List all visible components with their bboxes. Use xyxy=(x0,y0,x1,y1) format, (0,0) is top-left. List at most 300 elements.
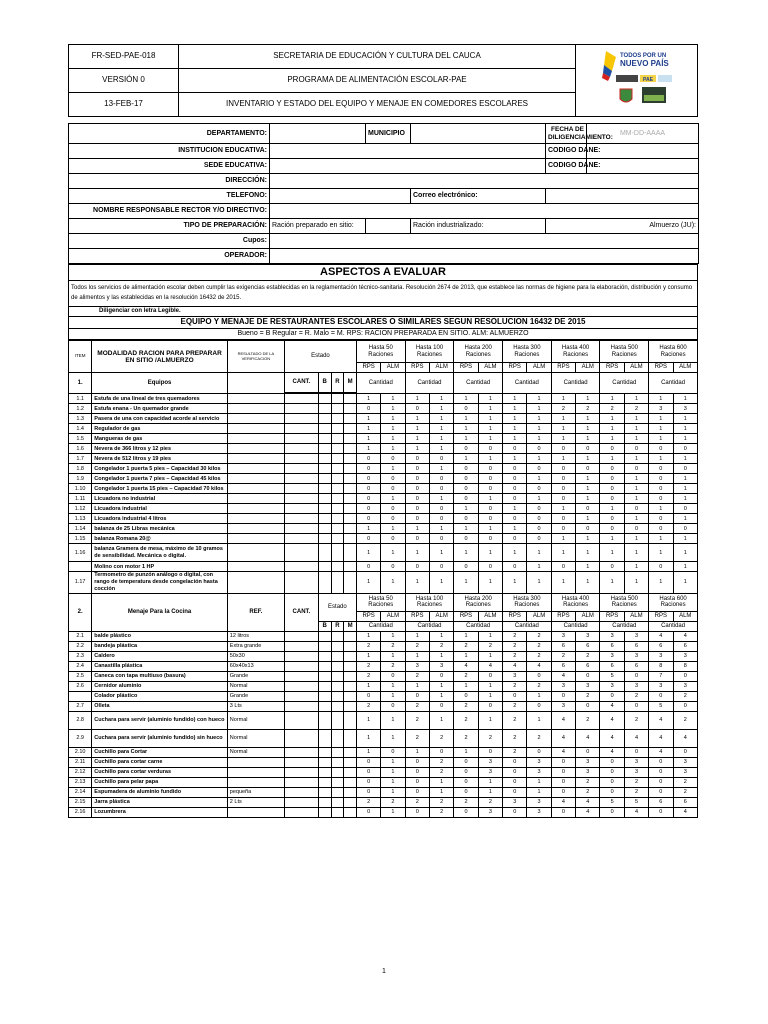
sede-field[interactable] xyxy=(270,159,546,174)
codigo-dane-field-2[interactable] xyxy=(587,159,699,174)
estado-m-field[interactable] xyxy=(344,729,357,747)
quantity-cell: 2 xyxy=(503,651,527,661)
cant-field[interactable] xyxy=(284,747,318,757)
quantity-cell: 1 xyxy=(673,534,698,544)
cant-field[interactable] xyxy=(284,711,318,729)
item-number: 2.7 xyxy=(69,701,92,711)
item-description: Molino con motor 1 HP xyxy=(92,562,228,572)
cant-field[interactable] xyxy=(284,681,318,691)
estado-m-field[interactable] xyxy=(344,631,357,641)
estado-m-field[interactable] xyxy=(344,651,357,661)
quantity-cell: 3 xyxy=(673,651,698,661)
item-description: Cuchara para servir (aluminio fundido) sin hueco xyxy=(92,729,228,747)
estado-r-field[interactable] xyxy=(331,787,344,797)
quantity-cell: 0 xyxy=(649,464,673,474)
quantity-cell: 0 xyxy=(356,514,380,524)
estado-r-field[interactable] xyxy=(331,651,344,661)
quantity-cell: 2 xyxy=(527,641,551,651)
quantity-cell: 0 xyxy=(478,671,502,681)
quantity-cell: 2 xyxy=(624,691,648,701)
quantity-cell: 0 xyxy=(551,524,575,534)
item-ref xyxy=(227,777,284,787)
quantity-cell: 0 xyxy=(381,484,405,494)
fecha-field[interactable]: MM-DD-AAAA xyxy=(587,124,699,144)
cant-field[interactable] xyxy=(284,404,318,414)
table-row xyxy=(69,681,698,691)
item-ref xyxy=(227,404,284,414)
estado-m-field[interactable] xyxy=(344,701,357,711)
estado-m-field[interactable] xyxy=(344,494,357,504)
quantity-cell: 1 xyxy=(649,394,673,404)
estado-m-field[interactable] xyxy=(344,454,357,464)
racion-sitio-label: Ración preparado en sitio: xyxy=(270,219,366,234)
item-description: Estufa de una lineal de tres quemadores xyxy=(92,394,228,404)
quantity-cell: 1 xyxy=(356,444,380,454)
quantity-cell: 0 xyxy=(576,747,600,757)
estado-b-field[interactable] xyxy=(318,757,331,767)
estado-r-field[interactable] xyxy=(331,514,344,524)
item-number: 1.11 xyxy=(69,494,92,504)
estado-m-field[interactable] xyxy=(344,524,357,534)
estado-m-field[interactable] xyxy=(344,797,357,807)
quantity-cell: 1 xyxy=(429,424,453,434)
quantity-cell: 3 xyxy=(600,651,624,661)
municipio-field[interactable] xyxy=(411,124,546,144)
cantidad-header: Cantidad xyxy=(454,373,503,394)
quantity-cell: 0 xyxy=(649,807,673,817)
quantity-cell: 2 xyxy=(356,661,380,671)
cant-field[interactable] xyxy=(284,631,318,641)
direccion-field[interactable] xyxy=(270,174,699,189)
item-ref xyxy=(227,414,284,424)
cant-field[interactable] xyxy=(284,562,318,572)
rps-header: RPS xyxy=(503,363,527,373)
quantity-cell: 1 xyxy=(381,424,405,434)
estado-m-field[interactable] xyxy=(344,661,357,671)
estado-r-field[interactable] xyxy=(331,524,344,534)
estado-m-field[interactable] xyxy=(344,404,357,414)
quantity-cell: 1 xyxy=(405,651,429,661)
estado-r-field[interactable] xyxy=(331,474,344,484)
estado-r-field[interactable] xyxy=(331,562,344,572)
estado-r-field[interactable] xyxy=(331,484,344,494)
quantity-cell: 1 xyxy=(454,572,478,594)
estado-r-field[interactable] xyxy=(331,434,344,444)
quantity-cell: 0 xyxy=(429,562,453,572)
quantity-cell: 0 xyxy=(503,807,527,817)
estado-m-field[interactable] xyxy=(344,424,357,434)
estado-m-field[interactable] xyxy=(344,711,357,729)
item-ref xyxy=(227,484,284,494)
estado-b-field[interactable] xyxy=(318,434,331,444)
quantity-cell: 7 xyxy=(649,671,673,681)
quantity-cell: 0 xyxy=(673,747,698,757)
quantity-cell: 0 xyxy=(551,807,575,817)
estado-b-field[interactable] xyxy=(318,474,331,484)
estado-r-field[interactable] xyxy=(331,504,344,514)
estado-r-field[interactable] xyxy=(331,807,344,817)
operador-field[interactable] xyxy=(270,249,699,264)
school-photo-icon xyxy=(642,87,666,103)
cant-field[interactable] xyxy=(284,464,318,474)
estado-b-field[interactable] xyxy=(318,681,331,691)
cant-field[interactable] xyxy=(284,484,318,494)
estado-b-field[interactable] xyxy=(318,444,331,454)
estado-r-field[interactable] xyxy=(331,414,344,424)
quantity-cell: 1 xyxy=(381,544,405,562)
document-title: INVENTARIO Y ESTADO DEL EQUIPO Y MENAJE EN COMEDORES ESCOLARES xyxy=(179,93,576,117)
estado-r-field[interactable] xyxy=(331,494,344,504)
quantity-cell: 2 xyxy=(429,641,453,651)
estado-m-field[interactable] xyxy=(344,444,357,454)
alm-header: ALM xyxy=(624,611,648,621)
estado-b-field[interactable] xyxy=(318,562,331,572)
quantity-cell: 1 xyxy=(527,777,551,787)
section-2-num: 2. xyxy=(69,593,92,631)
estado-b-field[interactable] xyxy=(318,484,331,494)
quantity-cell: 2 xyxy=(600,404,624,414)
cant-field[interactable] xyxy=(284,414,318,424)
estado-m-field[interactable] xyxy=(344,691,357,701)
quantity-cell: 0 xyxy=(576,671,600,681)
estado-b-field[interactable] xyxy=(318,514,331,524)
quantity-cell: 0 xyxy=(551,514,575,524)
estado-r-field[interactable] xyxy=(331,631,344,641)
quantity-cell: 2 xyxy=(454,671,478,681)
estado-b-field[interactable] xyxy=(318,454,331,464)
quantity-cell: 0 xyxy=(381,504,405,514)
quantity-cell: 8 xyxy=(673,661,698,671)
estado-r-field[interactable] xyxy=(331,464,344,474)
estado-b-field[interactable] xyxy=(318,544,331,562)
item-number: 2.2 xyxy=(69,641,92,651)
estado-m-field[interactable] xyxy=(344,767,357,777)
quantity-cell: 0 xyxy=(478,747,502,757)
form-version: VERSIÓN 0 xyxy=(69,69,179,93)
item-ref xyxy=(227,544,284,562)
estado-r-field[interactable] xyxy=(331,671,344,681)
estado-b-field[interactable] xyxy=(318,494,331,504)
estado-r-field[interactable] xyxy=(331,641,344,651)
quantity-cell: 0 xyxy=(405,514,429,524)
item-number: 1.14 xyxy=(69,524,92,534)
table-row xyxy=(69,767,698,777)
quantity-cell: 1 xyxy=(356,711,380,729)
quantity-cell: 1 xyxy=(429,404,453,414)
cant-field[interactable] xyxy=(284,544,318,562)
cant-field[interactable] xyxy=(284,767,318,777)
quantity-cell: 1 xyxy=(527,394,551,404)
quantity-cell: 1 xyxy=(527,474,551,484)
item-number: 2.1 xyxy=(69,631,92,641)
hasta-header-3: Hasta 300 Raciones xyxy=(503,341,552,363)
estado-m-field[interactable] xyxy=(344,504,357,514)
quantity-cell: 1 xyxy=(600,424,624,434)
cant-field[interactable] xyxy=(284,394,318,404)
cant-field[interactable] xyxy=(284,777,318,787)
estado-m-field[interactable] xyxy=(344,681,357,691)
cant-field[interactable] xyxy=(284,651,318,661)
quantity-cell: 1 xyxy=(551,544,575,562)
quantity-cell: 3 xyxy=(527,797,551,807)
alm-header: ALM xyxy=(576,363,600,373)
quantity-cell: 1 xyxy=(454,631,478,641)
cupos-field[interactable] xyxy=(270,234,699,249)
institucion-field[interactable] xyxy=(270,144,546,159)
estado-b-field[interactable] xyxy=(318,651,331,661)
estado-b-field[interactable] xyxy=(318,729,331,747)
aspectos-intro: Todos los servicios de alimentación escolar deben cumplir las exigencias establecidas en la reglamentación técnico-sanitaria. Resolución 2674 de 2013, que establece las normas de higiene para la elaboración, distribución y consumo de alimentos y las establecidas en la resolución 16432 de 2015. xyxy=(69,281,698,307)
quantity-cell: 0 xyxy=(356,691,380,701)
table-row xyxy=(69,651,698,661)
estado-m-field[interactable] xyxy=(344,394,357,404)
quantity-cell: 0 xyxy=(649,444,673,454)
estado-b-field[interactable] xyxy=(318,464,331,474)
section-1-header xyxy=(69,341,698,394)
quantity-cell: 1 xyxy=(478,454,502,464)
quantity-cell: 0 xyxy=(405,767,429,777)
quantity-cell: 4 xyxy=(649,729,673,747)
item-ref: 60x40x13 xyxy=(227,661,284,671)
quantity-cell: 1 xyxy=(405,394,429,404)
quantity-cell: 3 xyxy=(576,767,600,777)
estado-m-field[interactable] xyxy=(344,484,357,494)
estado-b-field[interactable] xyxy=(318,661,331,671)
quantity-cell: 0 xyxy=(551,757,575,767)
cant-field[interactable] xyxy=(284,797,318,807)
cant-field[interactable] xyxy=(284,661,318,671)
cant-field[interactable] xyxy=(284,701,318,711)
estado-r-field[interactable] xyxy=(331,757,344,767)
quantity-cell: 0 xyxy=(576,504,600,514)
estado-r-field[interactable] xyxy=(331,747,344,757)
quantity-cell: 4 xyxy=(576,807,600,817)
quantity-cell: 3 xyxy=(478,757,502,767)
quantity-cell: 0 xyxy=(478,464,502,474)
quantity-cell: 1 xyxy=(405,434,429,444)
cant-field[interactable] xyxy=(284,787,318,797)
estado-b-field[interactable] xyxy=(318,404,331,414)
quantity-cell: 0 xyxy=(551,494,575,504)
quantity-cell: 4 xyxy=(649,747,673,757)
correo-field[interactable] xyxy=(546,189,699,204)
cant-field[interactable] xyxy=(284,534,318,544)
estado-r-field[interactable] xyxy=(331,681,344,691)
quantity-cell: 2 xyxy=(356,671,380,681)
quantity-cell: 1 xyxy=(527,414,551,424)
estado-b-field[interactable] xyxy=(318,424,331,434)
cupos-label: Cupos: xyxy=(69,234,270,249)
estado-r-field[interactable] xyxy=(331,691,344,701)
quantity-cell: 0 xyxy=(527,484,551,494)
estado-r-field[interactable] xyxy=(331,729,344,747)
estado-r-field[interactable] xyxy=(331,711,344,729)
b-header-1: B xyxy=(318,373,331,393)
section-2-header xyxy=(69,593,698,631)
estado-r-field[interactable] xyxy=(331,544,344,562)
r-header-1: R xyxy=(331,373,344,393)
quantity-cell: 0 xyxy=(356,494,380,504)
quantity-cell: 1 xyxy=(551,434,575,444)
ref-header: REF. xyxy=(227,593,284,631)
estado-m-field[interactable] xyxy=(344,474,357,484)
estado-m-field[interactable] xyxy=(344,572,357,594)
cant-field[interactable] xyxy=(284,504,318,514)
cant-field[interactable] xyxy=(284,691,318,701)
estado-b-field[interactable] xyxy=(318,414,331,424)
estado-b-field[interactable] xyxy=(318,641,331,651)
cant-field[interactable] xyxy=(284,729,318,747)
cant-field[interactable] xyxy=(284,757,318,767)
estado-m-field[interactable] xyxy=(344,777,357,787)
estado-b-field[interactable] xyxy=(318,787,331,797)
item-description: Caldero xyxy=(92,651,228,661)
estado-m-field[interactable] xyxy=(344,671,357,681)
section-1-num: 1. xyxy=(69,373,92,394)
cant-field[interactable] xyxy=(284,454,318,464)
estado-m-field[interactable] xyxy=(344,534,357,544)
item-ref xyxy=(227,474,284,484)
quantity-cell: 1 xyxy=(576,454,600,464)
estado-r-field[interactable] xyxy=(331,767,344,777)
table-row xyxy=(69,562,698,572)
estado-m-field[interactable] xyxy=(344,514,357,524)
estado-b-field[interactable] xyxy=(318,797,331,807)
quantity-cell: 0 xyxy=(551,464,575,474)
estado-b-field[interactable] xyxy=(318,701,331,711)
item-number: 1.17 xyxy=(69,572,92,594)
quantity-cell: 0 xyxy=(527,701,551,711)
quantity-cell: 1 xyxy=(503,424,527,434)
cant-field[interactable] xyxy=(284,494,318,504)
quantity-cell: 0 xyxy=(600,777,624,787)
estado-m-field[interactable] xyxy=(344,787,357,797)
estado-b-field[interactable] xyxy=(318,534,331,544)
estado-r-field[interactable] xyxy=(331,777,344,787)
estado-m-field[interactable] xyxy=(344,414,357,424)
estado-m-field[interactable] xyxy=(344,434,357,444)
estado-r-field[interactable] xyxy=(331,454,344,464)
item-number: 1.10 xyxy=(69,484,92,494)
item-description: Nevera de 366 litros y 12 pies xyxy=(92,444,228,454)
estado-m-field[interactable] xyxy=(344,641,357,651)
quantity-cell: 4 xyxy=(551,747,575,757)
item-number: 1.3 xyxy=(69,414,92,424)
estado-m-field[interactable] xyxy=(344,807,357,817)
estado-r-field[interactable] xyxy=(331,424,344,434)
telefono-field[interactable] xyxy=(270,189,411,204)
cant-field[interactable] xyxy=(284,424,318,434)
estado-b-field[interactable] xyxy=(318,631,331,641)
table-row xyxy=(69,711,698,729)
quantity-cell: 1 xyxy=(624,572,648,594)
quantity-cell: 5 xyxy=(649,701,673,711)
quantity-cell: 6 xyxy=(673,641,698,651)
racion-sitio-field[interactable] xyxy=(366,219,411,234)
quantity-cell: 1 xyxy=(405,524,429,534)
cant-field[interactable] xyxy=(284,671,318,681)
estado-r-field[interactable] xyxy=(331,797,344,807)
estado-r-field[interactable] xyxy=(331,701,344,711)
responsable-field[interactable] xyxy=(270,204,699,219)
cant-field[interactable] xyxy=(284,514,318,524)
quantity-cell: 3 xyxy=(429,661,453,671)
quantity-cell: 2 xyxy=(381,641,405,651)
cant-field[interactable] xyxy=(284,444,318,454)
estado-r-field[interactable] xyxy=(331,404,344,414)
estado-b-field[interactable] xyxy=(318,671,331,681)
quantity-cell: 0 xyxy=(551,444,575,454)
rps-header: RPS xyxy=(454,363,478,373)
quantity-cell: 1 xyxy=(478,777,502,787)
codigo-dane-field-1[interactable] xyxy=(587,144,699,159)
estado-r-field[interactable] xyxy=(331,534,344,544)
estado-r-field[interactable] xyxy=(331,661,344,671)
quantity-cell: 1 xyxy=(478,651,502,661)
racion-ind-label: Ración industrializado: xyxy=(411,219,546,234)
quantity-cell: 2 xyxy=(478,797,502,807)
estado-b-field[interactable] xyxy=(318,807,331,817)
alm-header: ALM xyxy=(576,611,600,621)
estado-b-field[interactable] xyxy=(318,572,331,594)
departamento-field[interactable] xyxy=(270,124,366,144)
cant-field[interactable] xyxy=(284,572,318,594)
estado-b-field[interactable] xyxy=(318,747,331,757)
table-row xyxy=(69,514,698,524)
item-number: 1.12 xyxy=(69,504,92,514)
quantity-cell: 0 xyxy=(381,514,405,524)
cantidad-header: Cantidad xyxy=(503,373,552,394)
estado-m-field[interactable] xyxy=(344,747,357,757)
item-description: Regulador de gas xyxy=(92,424,228,434)
cant-field[interactable] xyxy=(284,641,318,651)
quantity-cell: 0 xyxy=(649,691,673,701)
section-2-title: Menaje Para la Cocina xyxy=(92,593,228,631)
direccion-label: DIRECCIÓN: xyxy=(69,174,270,189)
estado-b-field[interactable] xyxy=(318,394,331,404)
estado-m-field[interactable] xyxy=(344,464,357,474)
estado-r-field[interactable] xyxy=(331,444,344,454)
estado-m-field[interactable] xyxy=(344,544,357,562)
estado-b-field[interactable] xyxy=(318,777,331,787)
cant-field[interactable] xyxy=(284,474,318,484)
item-description: balde plástico xyxy=(92,631,228,641)
cant-field[interactable] xyxy=(284,434,318,444)
estado-r-field[interactable] xyxy=(331,394,344,404)
rps-header: RPS xyxy=(454,611,478,621)
quantity-cell: 1 xyxy=(381,767,405,777)
quantity-cell: 1 xyxy=(551,504,575,514)
estado-b-field[interactable] xyxy=(318,711,331,729)
cant-field[interactable] xyxy=(284,524,318,534)
estado-b-field[interactable] xyxy=(318,504,331,514)
estado-m-field[interactable] xyxy=(344,757,357,767)
cant-field[interactable] xyxy=(284,807,318,817)
estado-b-field[interactable] xyxy=(318,524,331,534)
estado-b-field[interactable] xyxy=(318,691,331,701)
estado-b-field[interactable] xyxy=(318,767,331,777)
estado-m-field[interactable] xyxy=(344,562,357,572)
page-number: 1 xyxy=(382,968,386,975)
estado-legend: Bueno = B Regular = R. Malo = M. RPS: RACION PREPARADA EN SITIO. ALM: ALMUERZO xyxy=(69,329,698,340)
quantity-cell: 1 xyxy=(503,504,527,514)
item-ref xyxy=(227,424,284,434)
estado-r-field[interactable] xyxy=(331,572,344,594)
item-description: Licuadora industrial xyxy=(92,504,228,514)
quantity-cell: 3 xyxy=(649,404,673,414)
item-ref: Grande xyxy=(227,691,284,701)
quantity-cell: 0 xyxy=(551,562,575,572)
